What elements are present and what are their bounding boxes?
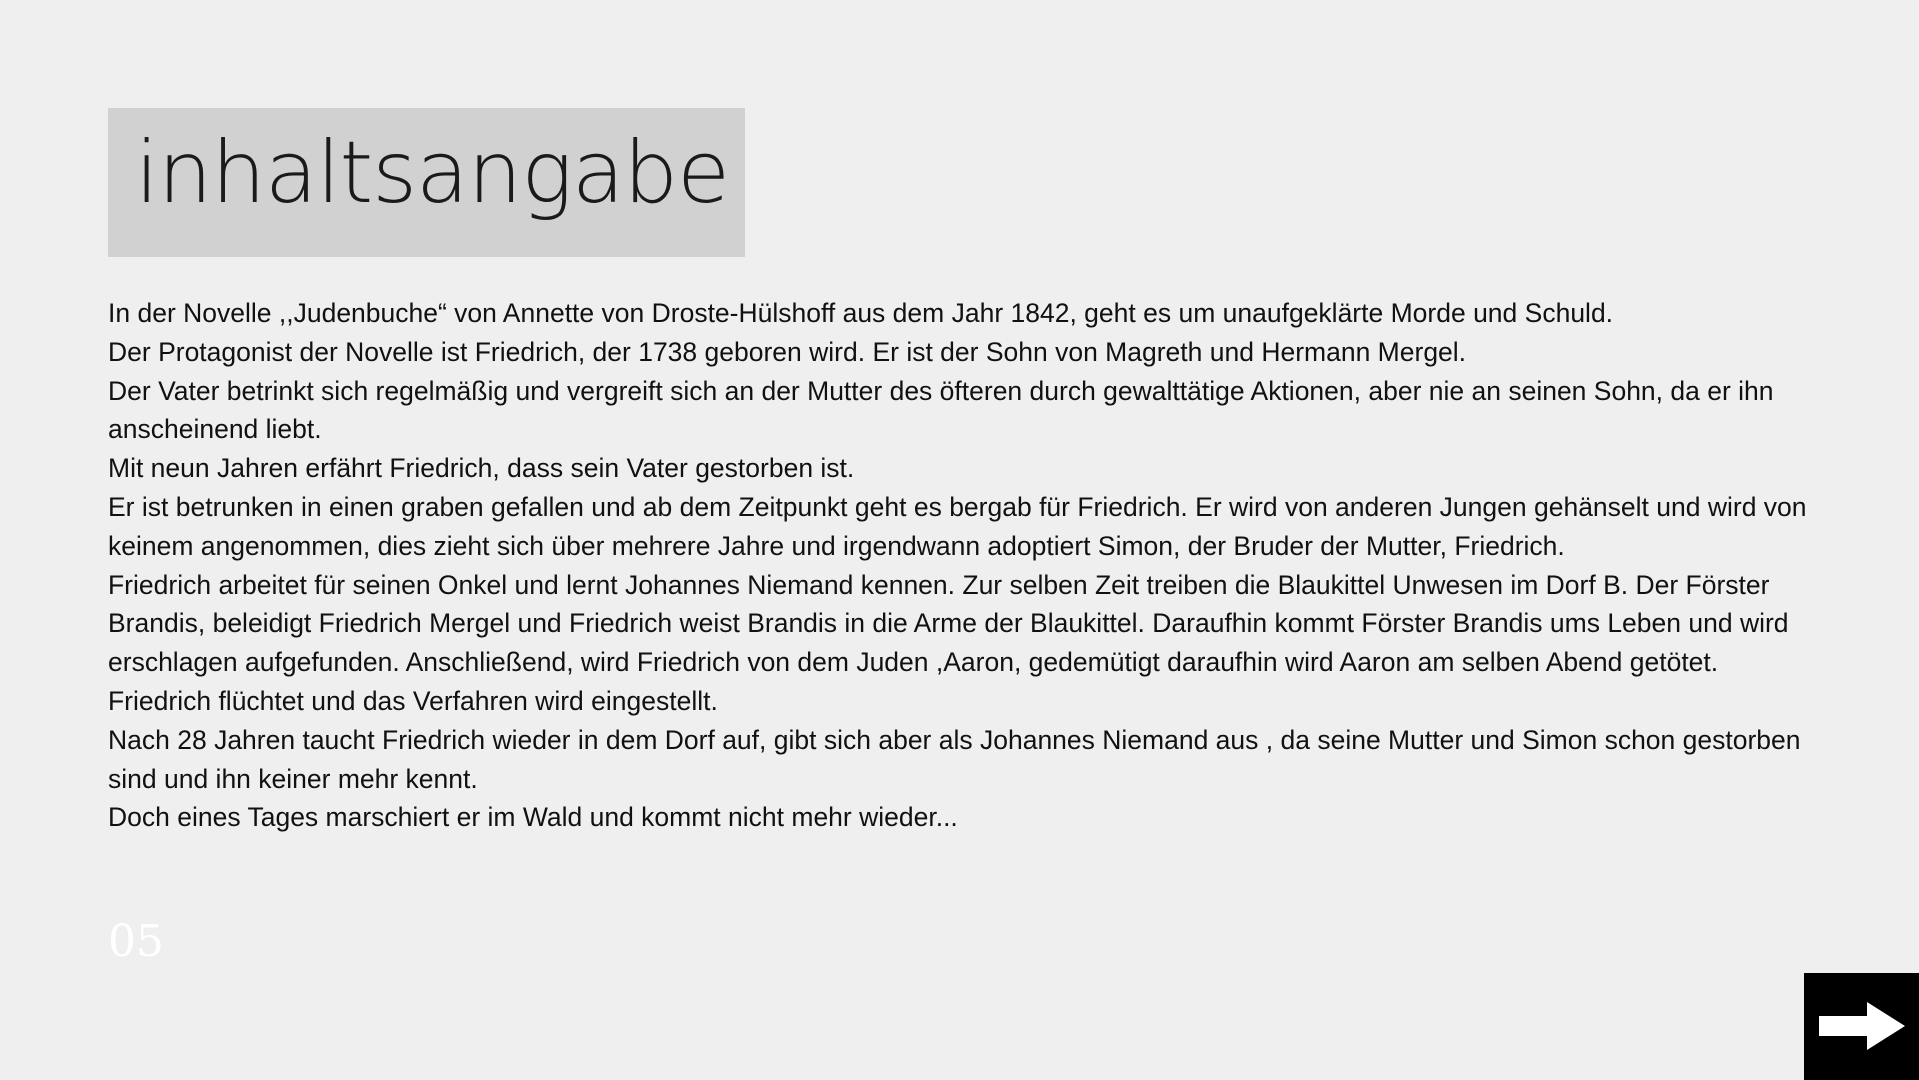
summary-text	[108, 294, 1808, 837]
page-title: inhaltsangabe	[135, 123, 730, 223]
page-number: 05	[108, 916, 164, 967]
summary-paragraph: Doch eines Tages marschiert er im Wald und kommt nicht mehr wieder...	[108, 802, 958, 833]
summary-paragraph: Der Protagonist der Novelle ist Friedrich, der 1738 geboren wird. Er ist der Sohn von Magreth und Hermann Mergel.	[108, 336, 1467, 367]
arrow-right-icon	[1819, 1002, 1905, 1050]
summary-paragraph: Friedrich arbeitet für seinen Onkel und lernt Johannes Niemand kennen. Zur selben Zeit treiben die Blaukittel Unwesen im Dorf B. Der Förster Brandis, beleidigt Friedrich Mergel und Friedrich weist Brandis in die Arme der Blaukittel. Daraufhin kommt Förster Brandis ums Leben und wird erschlagen aufgefunden. Anschließend, wird Friedrich von dem Juden ,Aaron, gedemütigt daraufhin wird Aaron am selben Abend getötet. Friedrich flüchtet und das Verfahren wird eingestellt.	[108, 569, 1789, 716]
summary-paragraph: In der Novelle ,,Judenbuche“ von Annette von Droste-Hülshoff aus dem Jahr 1842, geht es um unaufgeklärte Morde und Schuld.	[108, 298, 1614, 328]
next-slide-button[interactable]	[1804, 973, 1919, 1080]
summary-paragraph: Mit neun Jahren erfährt Friedrich, dass sein Vater gestorben ist.	[108, 453, 855, 484]
summary-paragraph: Der Vater betrinkt sich regelmäßig und vergreift sich an der Mutter des öfteren durch gewalttätige Aktionen, aber nie an seinen Sohn, da er ihn anscheinend liebt.	[108, 375, 1774, 445]
summary-paragraph: Er ist betrunken in einen graben gefallen und ab dem Zeitpunkt geht es bergab für Friedrich. Er wird von anderen Jungen gehänselt und wird von keinem angenommen, dies zieht sich über mehrere Jahre und irgendwann adoptiert Simon, der Bruder der Mutter, Friedrich.	[108, 491, 1807, 561]
title-box	[108, 108, 745, 257]
summary-paragraph: Nach 28 Jahren taucht Friedrich wieder in dem Dorf auf, gibt sich aber als Johannes Niemand aus , da seine Mutter und Simon schon gestorben sind und ihn keiner mehr kennt.	[108, 724, 1801, 794]
